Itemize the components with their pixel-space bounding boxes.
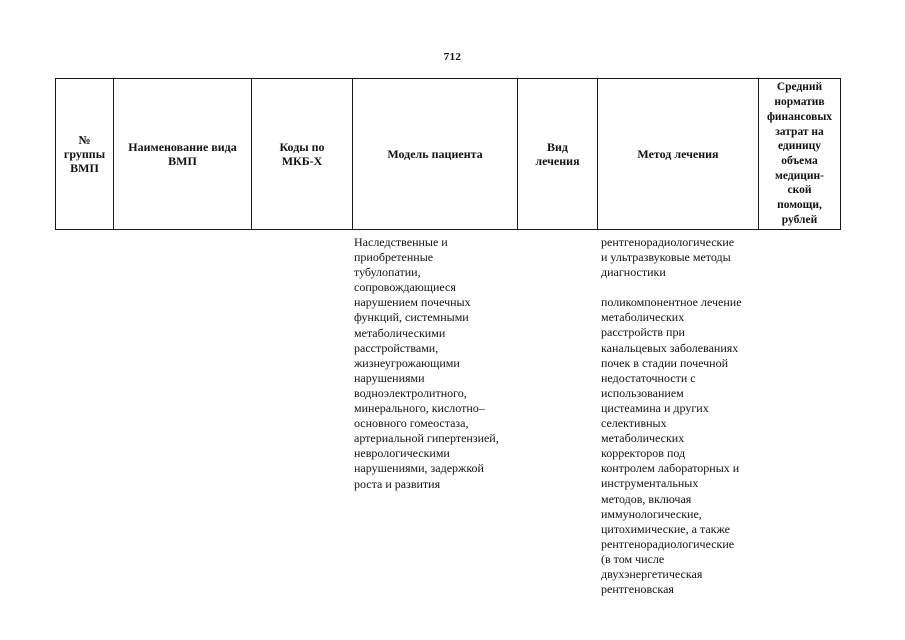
treatment-method-paragraph-2 — [601, 295, 761, 597]
header-treatment-method — [598, 79, 759, 230]
text-line: рентгенорадиологические — [601, 235, 735, 249]
text-line: двухэнергетическая — [601, 566, 703, 581]
text-line: использованием — [601, 385, 684, 400]
header-patient-model — [353, 79, 518, 230]
text-line: Наименование вида — [128, 140, 237, 154]
treatment-method-cell — [601, 235, 761, 597]
text-line: финансовых — [766, 110, 833, 123]
text-line: помощи, — [777, 199, 822, 212]
text-line: расстройствами, — [354, 340, 439, 355]
text-line: селективных — [601, 416, 667, 431]
text-line: методов, включая — [601, 491, 692, 506]
header-group-number — [56, 79, 114, 230]
text-line: тубулопатии, — [354, 265, 421, 280]
page-number: 712 — [443, 51, 462, 63]
text-line: цистеамина и других — [601, 400, 709, 415]
paragraph-gap — [601, 280, 761, 295]
text-line: цитохимические, а также — [601, 521, 730, 536]
text-line: инструментальных — [601, 476, 699, 491]
treatment-method-paragraph-1 — [601, 235, 761, 280]
text-line: медицин- — [775, 169, 824, 182]
text-line: объема — [781, 155, 818, 167]
text-line: артериальной гипертензией, — [354, 431, 499, 446]
text-line: корректоров под — [601, 446, 686, 461]
header-icd-codes — [252, 79, 353, 230]
text-line: почек в стадии почечной — [601, 355, 729, 370]
text-line: единицу — [777, 140, 822, 153]
text-line: норматив — [774, 96, 825, 109]
text-line: функций, системными — [354, 310, 469, 325]
text-line: рентгеновская — [601, 582, 674, 597]
text-line: метаболическими — [354, 325, 446, 340]
text-line: нарушением почечных — [354, 295, 471, 310]
header-treatment-type — [518, 79, 598, 230]
text-line: Коды по — [279, 140, 325, 154]
text-line: ской — [787, 184, 812, 197]
text-line: рентгенорадиологические — [601, 536, 735, 551]
text-line: канальцевых заболеваниях — [601, 340, 739, 355]
text-line: ВМП — [70, 161, 99, 175]
text-line: Модель пациента — [387, 147, 483, 161]
text-line: лечения — [535, 154, 580, 168]
text-line: и ультразвуковые методы — [601, 250, 731, 265]
text-line: роста и развития — [354, 476, 441, 491]
text-line: Наследственные и — [354, 235, 448, 249]
text-line: (в том числе — [601, 551, 665, 566]
text-line: недостаточности с — [601, 370, 696, 385]
text-line: поликомпонентное лечение — [601, 295, 742, 310]
text-line: сопровождающиеся — [354, 280, 456, 295]
header-table — [55, 78, 841, 230]
text-line: диагностики — [601, 265, 666, 280]
header-vmp-type-name — [114, 79, 252, 230]
header-average-cost — [759, 79, 841, 230]
text-line: минерального, кислотно– — [354, 401, 485, 416]
text-line: затрат на — [775, 125, 824, 138]
text-line: Вид — [547, 140, 568, 154]
text-line: иммунологические, — [601, 506, 702, 521]
text-line: ВМП — [168, 154, 197, 168]
text-line: метаболических — [601, 431, 685, 446]
text-line: расстройств при — [601, 325, 685, 340]
text-line: МКБ-Х — [281, 154, 323, 168]
text-line: Метод лечения — [637, 147, 719, 161]
text-line: неврологическими — [354, 446, 450, 461]
patient-model-cell — [354, 235, 524, 492]
text-line: № — [78, 133, 91, 147]
text-line: контролем лабораторных и — [601, 461, 740, 476]
text-line: рублей — [781, 213, 818, 226]
text-line: Средний — [776, 81, 823, 94]
text-line: нарушениями — [354, 370, 425, 385]
text-line: нарушениями, задержкой — [354, 461, 484, 476]
text-line: метаболических — [601, 310, 685, 325]
text-line: водноэлектролитного, — [354, 385, 467, 400]
text-line: приобретенные — [354, 250, 434, 265]
text-line: жизнеугрожающими — [354, 355, 460, 370]
text-line: группы — [63, 147, 106, 161]
text-line: основного гомеостаза, — [354, 416, 469, 431]
